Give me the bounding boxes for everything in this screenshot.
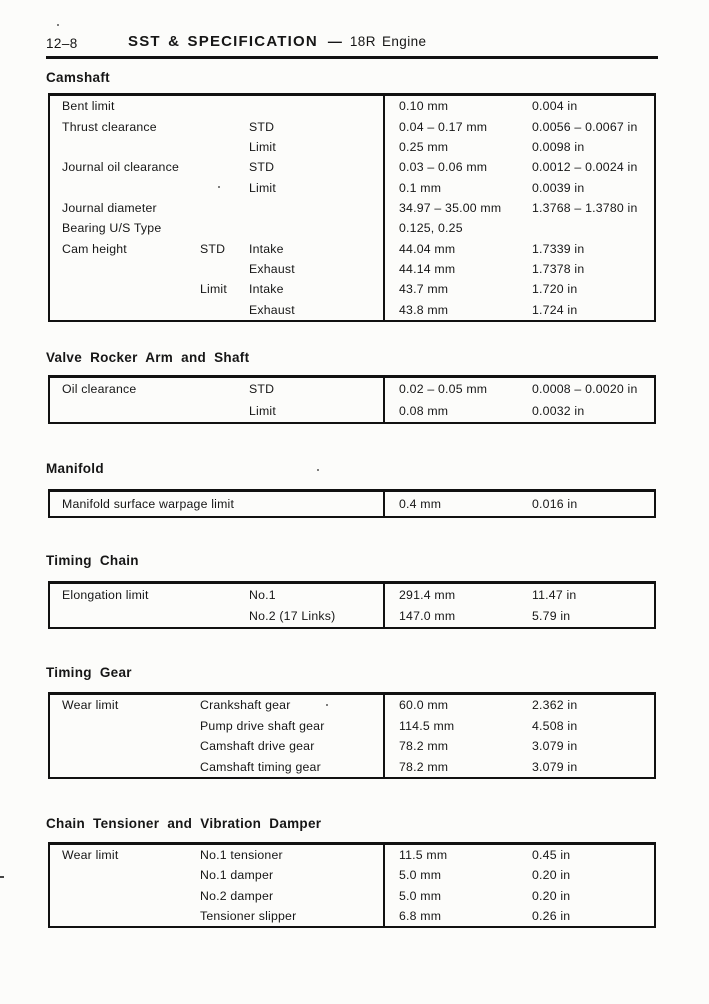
cell-sub2: No.1	[249, 587, 276, 602]
cell-sub2: Intake	[249, 282, 284, 297]
cell-inch: 0.004 in	[532, 99, 578, 114]
spec-row	[50, 492, 654, 516]
cell-metric: 78.2 mm	[399, 739, 449, 754]
spec-table-timing-chain	[48, 581, 656, 629]
spec-row	[50, 239, 654, 259]
spec-table-camshaft	[48, 93, 656, 322]
spec-row	[50, 157, 654, 177]
cell-inch: 3.079 in	[532, 739, 578, 754]
cell-sub2: STD	[249, 119, 275, 134]
scan-edge-mark	[0, 876, 4, 878]
cell-metric: 0.125, 0.25	[399, 221, 463, 236]
spec-row	[50, 137, 654, 157]
cell-inch: 4.508 in	[532, 718, 578, 733]
cell-inch: 0.0039 in	[532, 180, 585, 195]
cell-inch: 1.7339 in	[532, 241, 585, 256]
spec-row	[50, 218, 654, 238]
cell-label: Journal oil clearance	[62, 160, 179, 175]
spec-row	[50, 716, 654, 737]
cell-inch: 0.0056 – 0.0067 in	[532, 119, 638, 134]
scan-speck	[57, 24, 59, 26]
cell-inch: 3.079 in	[532, 759, 578, 774]
cell-label: Wear limit	[62, 698, 119, 713]
cell-metric: 44.04 mm	[399, 241, 456, 256]
cell-metric: 147.0 mm	[399, 609, 456, 624]
cell-label: Cam height	[62, 241, 127, 256]
header-rule	[46, 56, 658, 59]
cell-inch: 0.20 in	[532, 868, 571, 883]
cell-metric: 43.7 mm	[399, 282, 449, 297]
cell-inch: 1.724 in	[532, 302, 578, 317]
cell-label: Manifold surface warpage limit	[62, 497, 235, 511]
page-title	[128, 33, 426, 51]
cell-inch: 0.016 in	[532, 497, 578, 511]
cell-metric: 44.14 mm	[399, 262, 456, 277]
cell-metric: 34.97 – 35.00 mm	[399, 200, 502, 215]
cell-sub1: Limit	[200, 282, 227, 297]
spec-row	[50, 865, 654, 885]
spec-table-valve-rocker	[48, 375, 656, 424]
cell-sub1: Tensioner slipper	[200, 908, 297, 923]
cell-sub2: Exhaust	[249, 262, 295, 277]
scan-speck	[326, 704, 328, 706]
cell-metric: 78.2 mm	[399, 759, 449, 774]
spec-row	[50, 695, 654, 716]
cell-inch: 0.20 in	[532, 888, 571, 903]
cell-metric: 60.0 mm	[399, 698, 449, 713]
spec-row	[50, 116, 654, 136]
cell-sub2: STD	[249, 382, 275, 396]
cell-metric: 0.1 mm	[399, 180, 442, 195]
spec-row	[50, 584, 654, 606]
page-title-separator: —	[327, 33, 342, 49]
cell-metric: 0.10 mm	[399, 99, 449, 114]
cell-sub1: Camshaft timing gear	[200, 759, 321, 774]
cell-metric: 0.03 – 0.06 mm	[399, 160, 488, 175]
spec-row	[50, 606, 654, 628]
cell-inch: 0.0032 in	[532, 404, 585, 418]
cell-metric: 6.8 mm	[399, 908, 442, 923]
spec-row	[50, 400, 654, 422]
cell-metric: 0.04 – 0.17 mm	[399, 119, 488, 134]
cell-label: Wear limit	[62, 848, 119, 863]
spec-row	[50, 279, 654, 299]
cell-sub1: Crankshaft gear	[200, 698, 291, 713]
cell-inch: 2.362 in	[532, 698, 578, 713]
spec-row	[50, 757, 654, 778]
spec-row	[50, 259, 654, 279]
spec-row	[50, 96, 654, 116]
spec-row	[50, 300, 654, 320]
cell-sub1: STD	[200, 241, 226, 256]
cell-metric: 0.4 mm	[399, 497, 442, 511]
cell-inch: 0.0008 – 0.0020 in	[532, 382, 638, 396]
spec-table-timing-gear	[48, 692, 656, 779]
page-title-engine: 18R Engine	[349, 34, 427, 49]
section-heading: Manifold	[46, 461, 104, 476]
cell-sub2: Limit	[249, 139, 276, 154]
scan-speck	[317, 469, 319, 471]
cell-inch: 0.26 in	[532, 908, 571, 923]
cell-label: Oil clearance	[62, 382, 137, 396]
cell-sub2: STD	[249, 160, 275, 175]
page-number: 12–8	[46, 36, 78, 51]
cell-sub1: No.1 damper	[200, 868, 274, 883]
cell-label: Elongation limit	[62, 587, 149, 602]
spec-row	[50, 198, 654, 218]
spec-row	[50, 378, 654, 400]
page-title-main: SST & SPECIFICATION	[128, 33, 318, 50]
cell-inch: 1.720 in	[532, 282, 578, 297]
cell-label: Thrust clearance	[62, 119, 157, 134]
spec-row	[50, 845, 654, 865]
cell-sub1: Camshaft drive gear	[200, 739, 315, 754]
cell-sub1: No.1 tensioner	[200, 848, 283, 863]
cell-inch: 0.0012 – 0.0024 in	[532, 160, 638, 175]
cell-inch: 1.7378 in	[532, 262, 585, 277]
cell-sub1: No.2 damper	[200, 888, 274, 903]
scan-speck	[218, 186, 220, 188]
spec-row	[50, 736, 654, 757]
cell-metric: 5.0 mm	[399, 888, 442, 903]
cell-label: Journal diameter	[62, 200, 157, 215]
spec-table-manifold	[48, 489, 656, 518]
spec-row	[50, 906, 654, 926]
cell-sub1: Pump drive shaft gear	[200, 718, 325, 733]
cell-inch: 5.79 in	[532, 609, 571, 624]
cell-sub2: Limit	[249, 180, 276, 195]
cell-metric: 43.8 mm	[399, 302, 449, 317]
cell-label: Bent limit	[62, 99, 115, 114]
cell-metric: 11.5 mm	[399, 848, 448, 863]
cell-inch: 0.45 in	[532, 848, 571, 863]
cell-sub2: Limit	[249, 404, 276, 418]
cell-sub2: No.2 (17 Links)	[249, 609, 336, 624]
section-heading: Timing Gear	[46, 665, 132, 680]
section-heading: Timing Chain	[46, 553, 139, 568]
cell-metric: 0.08 mm	[399, 404, 449, 418]
cell-metric: 291.4 mm	[399, 587, 456, 602]
cell-metric: 5.0 mm	[399, 868, 442, 883]
section-heading: Camshaft	[46, 70, 110, 85]
spec-row	[50, 177, 654, 197]
cell-sub2: Exhaust	[249, 302, 295, 317]
cell-inch: 0.0098 in	[532, 139, 585, 154]
cell-sub2: Intake	[249, 241, 284, 256]
cell-metric: 0.25 mm	[399, 139, 449, 154]
spec-table-chain-tensioner	[48, 842, 656, 928]
spec-row	[50, 886, 654, 906]
cell-inch: 1.3768 – 1.3780 in	[532, 200, 638, 215]
section-heading: Valve Rocker Arm and Shaft	[46, 350, 250, 365]
cell-metric: 0.02 – 0.05 mm	[399, 382, 488, 396]
cell-metric: 114.5 mm	[399, 718, 455, 733]
section-heading: Chain Tensioner and Vibration Damper	[46, 816, 322, 831]
cell-label: Bearing U/S Type	[62, 221, 162, 236]
cell-inch: 11.47 in	[532, 587, 577, 602]
